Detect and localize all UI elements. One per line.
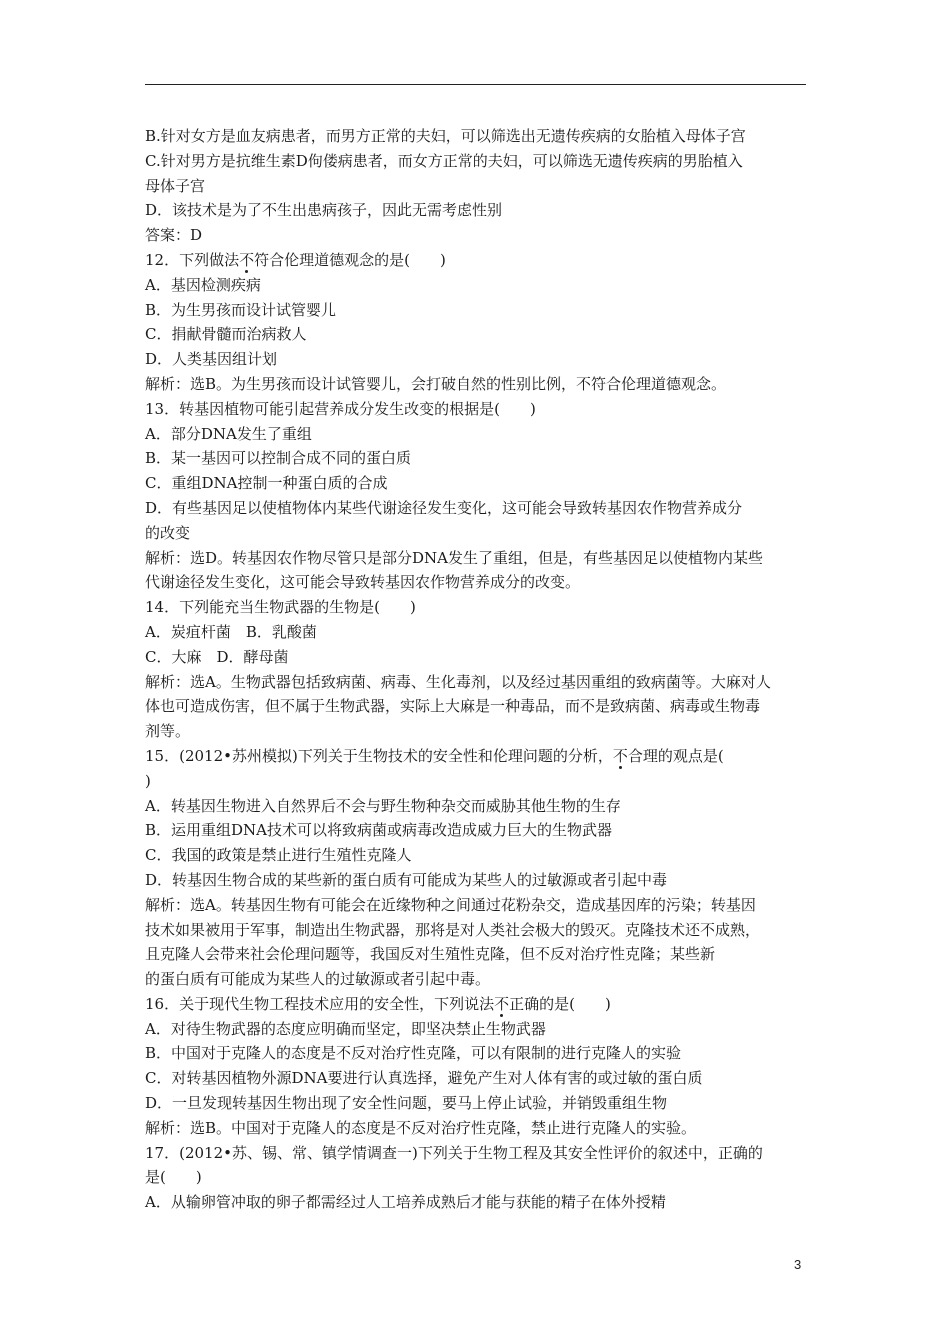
page-number: 3: [794, 1257, 802, 1272]
text-line: 的蛋白质有可能成为某些人的过敏源或者引起中毒。: [145, 970, 491, 989]
text-line: D．有些基因足以使植物体内某些代谢途径发生变化，这可能会导致转基因农作物营养成分: [145, 498, 743, 517]
text-line: B.针对女方是血友病患者，而男方正常的夫妇，可以筛选出无遗传疾病的女胎植入母体子宫: [145, 127, 746, 145]
text-line: C．对转基因植物外源DNA要进行认真选择，避免产生对人体有害的或过敏的蛋白质: [145, 1069, 703, 1088]
text-line: C.针对男方是抗维生素D佝偻病患者，而女方正常的夫妇，可以筛选无遗传疾病的男胎植入: [145, 151, 743, 170]
text-line: B．运用重组DNA技术可以将致病菌或病毒改造成威力巨大的生物武器: [145, 821, 613, 840]
text-line: 代谢途径发生变化，这可能会导致转基因农作物营养成分的改变。: [145, 573, 581, 592]
text-line: 解析：选B。为生男孩而设计试管婴儿，会打破自然的性别比例，不符合伦理道德观念。: [145, 374, 727, 393]
text-span: 12．下列做法: [145, 250, 240, 269]
text-line: A．基因检测疾病: [145, 275, 261, 294]
text-line: 母体子宫: [145, 176, 206, 195]
text-line: [145, 248, 810, 273]
text-span: 16．关于现代生物工程技术应用的安全性，下列说法: [145, 994, 495, 1013]
text-line: 体也可造成伤害，但不属于生物武器，实际上大麻是一种毒品，而不是致病菌、病毒或生物毒: [145, 697, 761, 716]
header-rule: [145, 84, 806, 85]
text-line: D．转基因生物合成的某些新的蛋白质有可能成为某些人的过敏源或者引起中毒: [145, 870, 668, 889]
text-line: 答案：D: [145, 226, 203, 245]
text-line: 解析：选D。转基因农作物尽管只是部分DNA发生了重组，但是，有些基因足以使植物内某些: [145, 548, 764, 567]
text-span: 符合伦理道德观念的是( ): [254, 250, 446, 269]
text-line: 17．(2012•苏、锡、常、镇学情调查一)下列关于生物工程及其安全性评价的叙述中，正确的: [145, 1143, 763, 1162]
document-body: [145, 124, 810, 1215]
text-line: 14．下列能充当生物武器的生物是( ): [145, 598, 416, 617]
text-line: 解析：选A。转基因生物有可能会在近缘物种之间通过花粉杂交，造成基因库的污染；转基因: [145, 895, 756, 914]
text-line: D．该技术是为了不生出患病孩子，因此无需考虑性别: [145, 201, 503, 220]
text-line: 解析：选A。生物武器包括致病菌、病毒、生化毒剂，以及经过基因重组的致病菌等。大麻对人: [145, 672, 771, 691]
text-line: C．大麻 D．酵母菌: [145, 647, 289, 666]
text-line: 剂等。: [145, 722, 191, 741]
text-line: A．从输卵管冲取的卵子都需经过人工培养成熟后才能与获能的精子在体外授精: [145, 1193, 666, 1212]
text-line: 且克隆人会带来社会伦理问题等，我国反对生殖性克隆，但不反对治疗性克隆；某些新: [145, 945, 716, 964]
emphasis-char: 不: [612, 746, 628, 765]
text-line: ): [145, 771, 151, 790]
emphasis-char: 不: [239, 250, 255, 269]
text-line: C．我国的政策是禁止进行生殖性克隆人: [145, 846, 412, 865]
text-line: B．某一基因可以控制合成不同的蛋白质: [145, 449, 412, 468]
text-line: 13．转基因植物可能引起营养成分发生改变的根据是( ): [145, 399, 536, 418]
text-line: C．重组DNA控制一种蛋白质的合成: [145, 474, 388, 493]
text-line: B．为生男孩而设计试管婴儿: [145, 300, 337, 319]
text-line: [145, 744, 810, 769]
text-line: 技术如果被用于军事，制造出生物武器，那将是对人类社会极大的毁灭。克隆技术还不成熟，: [145, 920, 761, 939]
text-line: D．一旦发现转基因生物出现了安全性问题，要马上停止试验，并销毁重组生物: [145, 1094, 668, 1113]
text-line: A．部分DNA发生了重组: [145, 424, 312, 443]
text-span: 合理的观点是(: [627, 746, 724, 765]
text-line: A．炭疽杆菌 B．乳酸菌: [145, 622, 317, 641]
text-line: B．中国对于克隆人的态度是不反对治疗性克隆，可以有限制的进行克隆人的实验: [145, 1044, 682, 1063]
text-line: D．人类基因组计划: [145, 350, 278, 369]
text-line: 解析：选B。中国对于克隆人的态度是不反对治疗性克隆，禁止进行克隆人的实验。: [145, 1118, 697, 1137]
text-line: A．转基因生物进入自然界后不会与野生物种杂交而威胁其他生物的生存: [145, 796, 621, 815]
text-line: C．捐献骨髓而治病救人: [145, 325, 307, 344]
text-line: 是( ): [145, 1168, 202, 1187]
text-line: 的改变: [145, 523, 191, 542]
text-span: 15．(2012•苏州模拟)下列关于生物技术的安全性和伦理问题的分析，: [145, 746, 613, 765]
text-line: A．对待生物武器的态度应明确而坚定，即坚决禁止生物武器: [145, 1019, 546, 1038]
text-span: 正确的是( ): [509, 994, 611, 1013]
emphasis-char: 不: [494, 994, 510, 1013]
text-line: [145, 992, 810, 1017]
